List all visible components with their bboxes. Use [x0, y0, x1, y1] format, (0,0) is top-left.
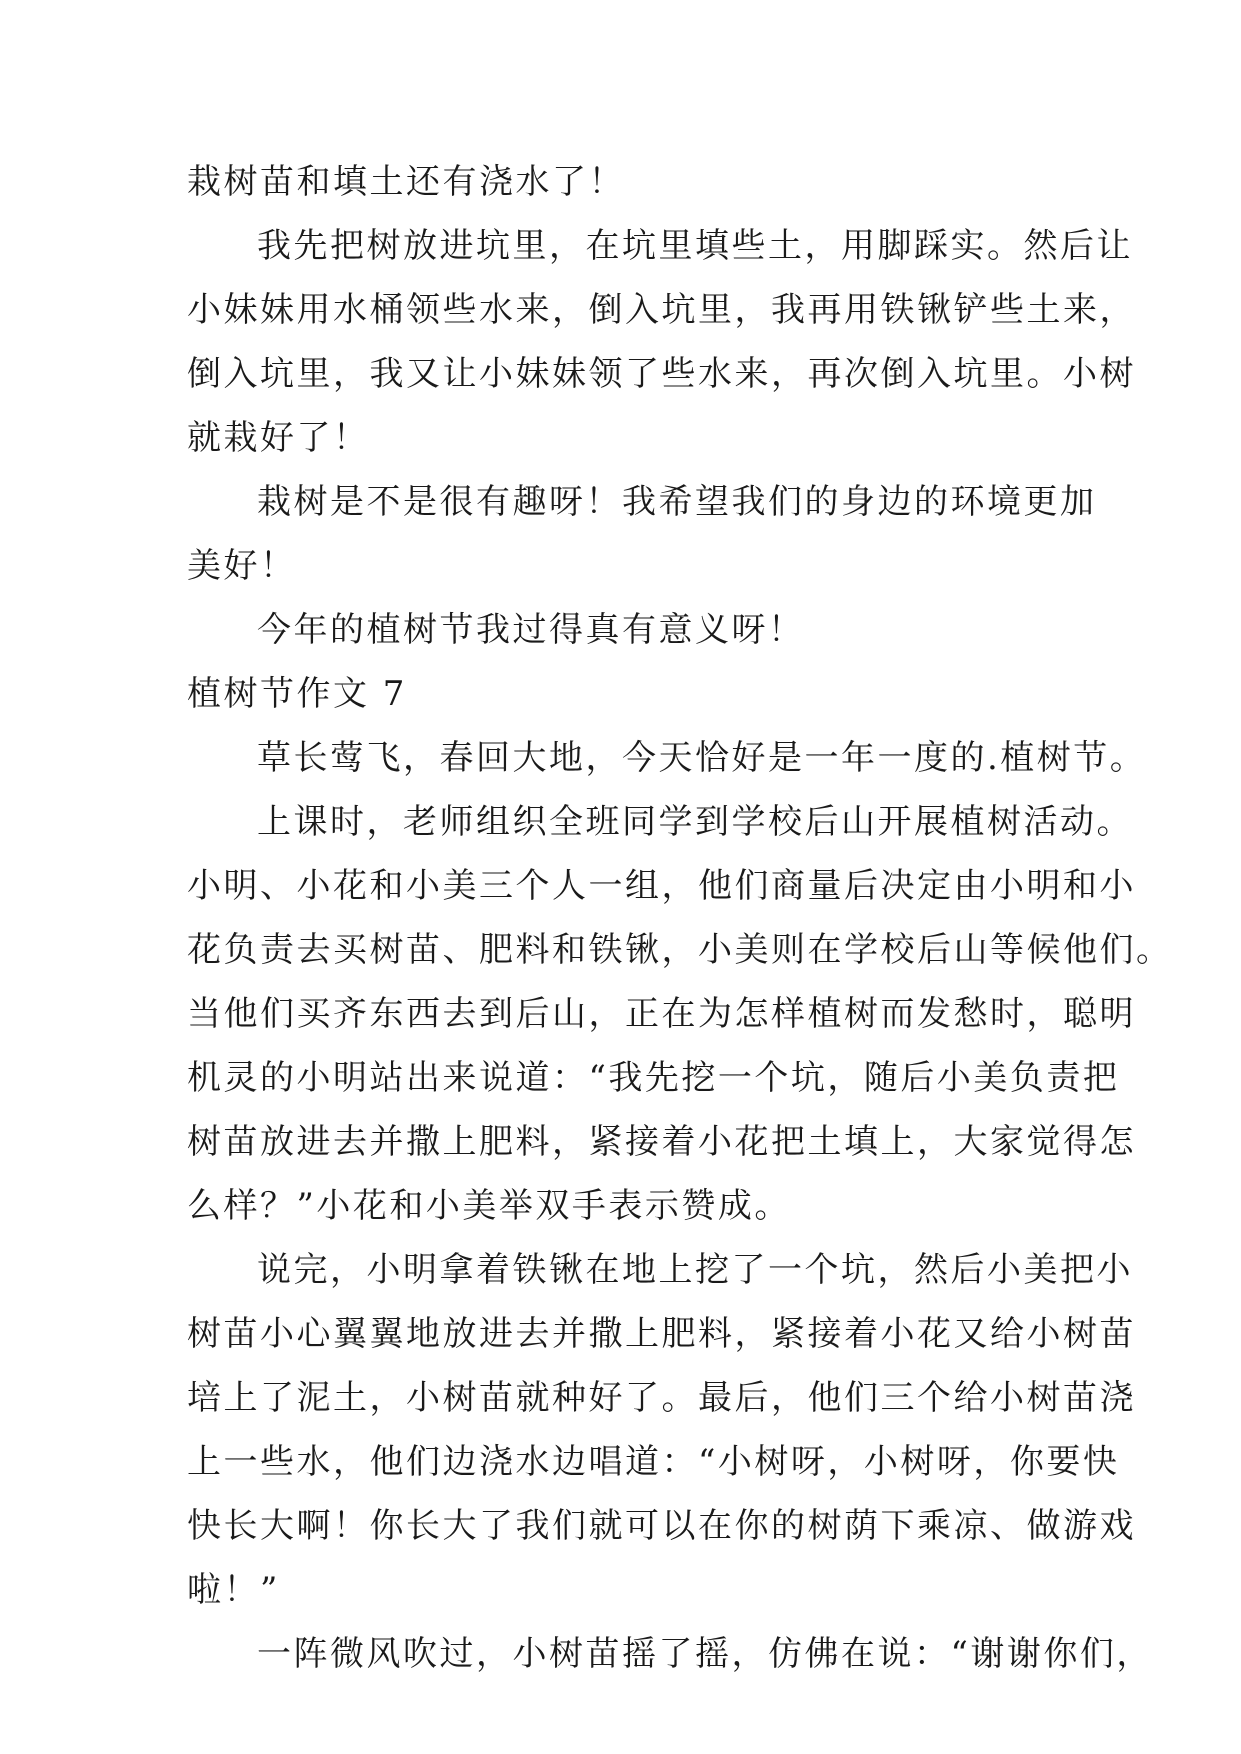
paragraph-line: 培上了泥土，小树苗就种好了。最后，他们三个给小树苗浇	[187, 1378, 1136, 1418]
paragraph-line: 上课时，老师组织全班同学到学校后山开展植树活动。	[257, 802, 1133, 842]
paragraph-line: 当他们买齐东西去到后山，正在为怎样植树而发愁时，聪明	[187, 994, 1136, 1034]
paragraph-line: 小妹妹用水桶领些水来，倒入坑里，我再用铁锹铲些土来，	[187, 290, 1136, 330]
paragraph-line: 花负责去买树苗、肥料和铁锹，小美则在学校后山等候他们。	[187, 930, 1173, 970]
paragraph-line: 快长大啊！你长大了我们就可以在你的树荫下乘凉、做游戏	[187, 1506, 1136, 1546]
paragraph-line: 我先把树放进坑里，在坑里填些土，用脚踩实。然后让	[257, 226, 1133, 266]
paragraph-line: 么样？”小花和小美举双手表示赞成。	[187, 1186, 791, 1226]
paragraph-line: 小明、小花和小美三个人一组，他们商量后决定由小明和小	[187, 866, 1136, 906]
paragraph-line: 美好！	[187, 546, 297, 586]
paragraph-line: 草长莺飞，春回大地，今天恰好是一年一度的.植树节。	[257, 738, 1147, 778]
paragraph-line: 树苗放进去并撒上肥料，紧接着小花把土填上，大家觉得怎	[187, 1122, 1136, 1162]
paragraph-line: 一阵微风吹过，小树苗摇了摇，仿佛在说：“谢谢你们，	[257, 1634, 1153, 1674]
paragraph-line: 栽树苗和填土还有浇水了！	[187, 162, 625, 202]
paragraph-line: 说完，小明拿着铁锹在地上挖了一个坑，然后小美把小	[257, 1250, 1133, 1290]
paragraph-line: 机灵的小明站出来说道：“我先挖一个坑，随后小美负责把	[187, 1058, 1120, 1098]
paragraph-line: 树苗小心翼翼地放进去并撒上肥料，紧接着小花又给小树苗	[187, 1314, 1136, 1354]
paragraph-line: 就栽好了！	[187, 418, 370, 458]
paragraph-line: 啦！”	[187, 1570, 280, 1610]
paragraph-line: 上一些水，他们边浇水边唱道：“小树呀，小树呀，你要快	[187, 1442, 1120, 1482]
paragraph-line: 倒入坑里，我又让小妹妹领了些水来，再次倒入坑里。小树	[187, 354, 1136, 394]
paragraph-line: 栽树是不是很有趣呀！我希望我们的身边的环境更加	[257, 482, 1097, 522]
paragraph-line: 今年的植树节我过得真有意义呀！	[257, 610, 805, 650]
section-heading: 植树节作文 7	[187, 674, 407, 714]
